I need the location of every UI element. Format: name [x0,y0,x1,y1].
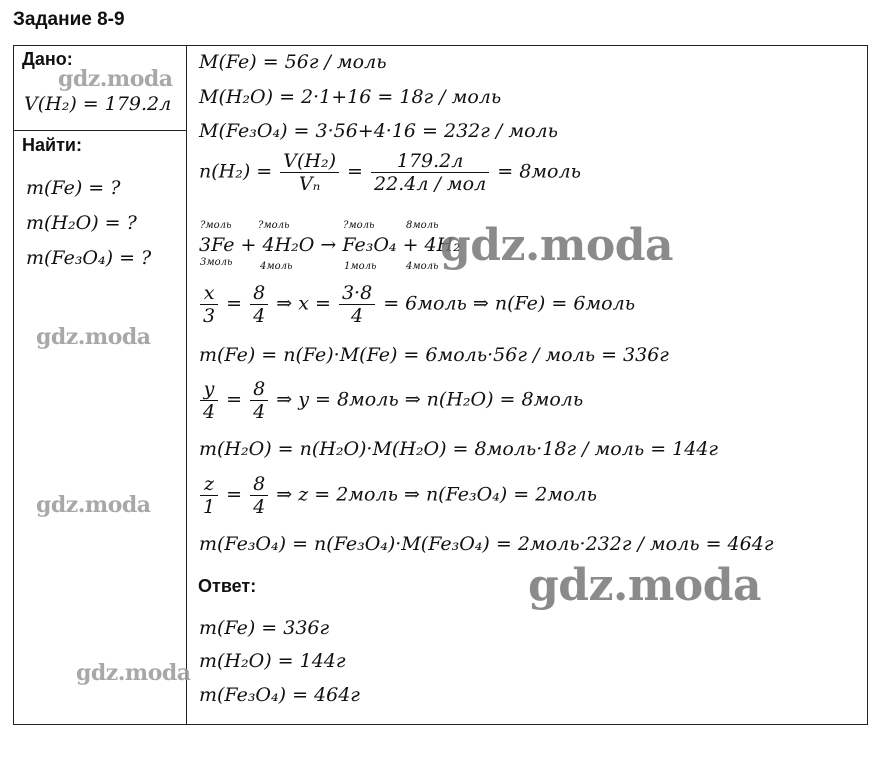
answer-item: m(Fe₃O₄) = 464г [199,684,360,706]
proportion-x [198,282,635,327]
fraction [200,282,218,327]
find-item: m(Fe₃O₄) = ? [26,247,152,269]
fraction-denominator: Vₙ [298,173,321,195]
mass-h2o-calculation: m(H₂O) = n(H₂O)·M(H₂O) = 8моль·18г / моль = 144г [199,438,719,460]
given-value: V(H₂) = 179.2л [24,93,172,115]
reaction-annotation-top: 8моль [406,220,439,231]
mass-fe-calculation: m(Fe) = n(Fe)·M(Fe) = 6моль·56г / моль = 336г [199,344,669,366]
moles-h2-equation [199,150,581,195]
fraction-numerator: 3·8 [339,282,375,305]
equals-sign: = [226,483,243,506]
watermark: gdz.moda [76,660,191,686]
find-item: m(H₂O) = ? [26,212,137,234]
reaction-annotation-top: ?моль [200,220,232,231]
reaction-annotation-bottom: 1моль [344,261,377,272]
reaction-equation: 3Fe + 4H₂O → Fe₃O₄ + 4H₂ [199,234,461,256]
watermark: gdz.moda [440,220,674,271]
watermark: gdz.moda [528,560,762,611]
fraction-numerator: x [200,282,218,305]
find-item: m(Fe) = ? [26,177,121,199]
fraction-denominator: 3 [203,305,216,327]
fraction [250,282,268,327]
fraction-denominator: 4 [253,305,266,327]
fraction-denominator: 1 [203,496,216,518]
proportion-z [198,473,597,518]
proportion-result: = 6моль ⇒ n(Fe) = 6моль [383,292,636,315]
reaction-annotation-top: ?моль [258,220,290,231]
fraction-denominator: 4 [203,401,216,423]
row-divider [13,130,187,131]
task-heading: Задание 8-9 [13,9,125,30]
answer-item: m(Fe) = 336г [199,617,330,639]
answer-label: Ответ: [198,576,257,596]
fraction-numerator: V(H₂) [280,150,339,173]
fraction [200,473,218,518]
fraction-denominator: 4 [351,305,364,327]
fraction-denominator: 22.4л / мол [374,173,487,195]
fraction-numerator: y [200,378,218,401]
fraction [250,473,268,518]
fraction-numerator: 179.2л [371,150,489,173]
fraction-numerator: 8 [250,473,268,496]
equals-sign: = [226,292,243,315]
watermark: gdz.moda [36,492,151,518]
answer-item: m(H₂O) = 144г [199,650,346,672]
reaction-annotation-bottom: 4моль [406,261,439,272]
fraction-numerator: z [200,473,218,496]
fraction-numerator: 8 [250,282,268,305]
equals-sign: = [226,388,243,411]
fraction [280,150,339,195]
given-label: Дано: [22,49,73,69]
watermark: gdz.moda [36,324,151,350]
find-label: Найти: [22,135,82,155]
fraction-denominator: 4 [253,401,266,423]
reaction-annotation-top: ?моль [343,220,375,231]
proportion-middle: ⇒ x = [276,292,331,315]
watermark: gdz.moda [58,66,173,92]
moles-h2-lhs: n(H₂) = [199,160,273,183]
molar-mass-fe: M(Fe) = 56г / моль [199,51,387,73]
fraction [250,378,268,423]
molar-mass-h2o: M(H₂O) = 2·1+16 = 18г / моль [199,86,502,108]
mass-fe3o4-calculation: m(Fe₃O₄) = n(Fe₃O₄)·M(Fe₃O₄) = 2моль·232г / моль = 464г [199,533,774,555]
proportion-y [198,378,583,423]
molar-mass-fe3o4: M(Fe₃O₄) = 3·56+4·16 = 232г / моль [199,120,558,142]
fraction-denominator: 4 [253,496,266,518]
column-divider [186,45,187,725]
fraction [200,378,218,423]
fraction [339,282,375,327]
fraction [371,150,489,195]
moles-h2-result: = 8моль [497,160,581,183]
proportion-result: ⇒ y = 8моль ⇒ n(H₂O) = 8моль [276,388,584,411]
reaction-annotation-bottom: 4моль [260,261,293,272]
reaction-annotation-bottom: 3моль [200,257,233,268]
proportion-result: ⇒ z = 2моль ⇒ n(Fe₃O₄) = 2моль [276,483,597,506]
fraction-numerator: 8 [250,378,268,401]
equals-sign: = [347,160,363,183]
